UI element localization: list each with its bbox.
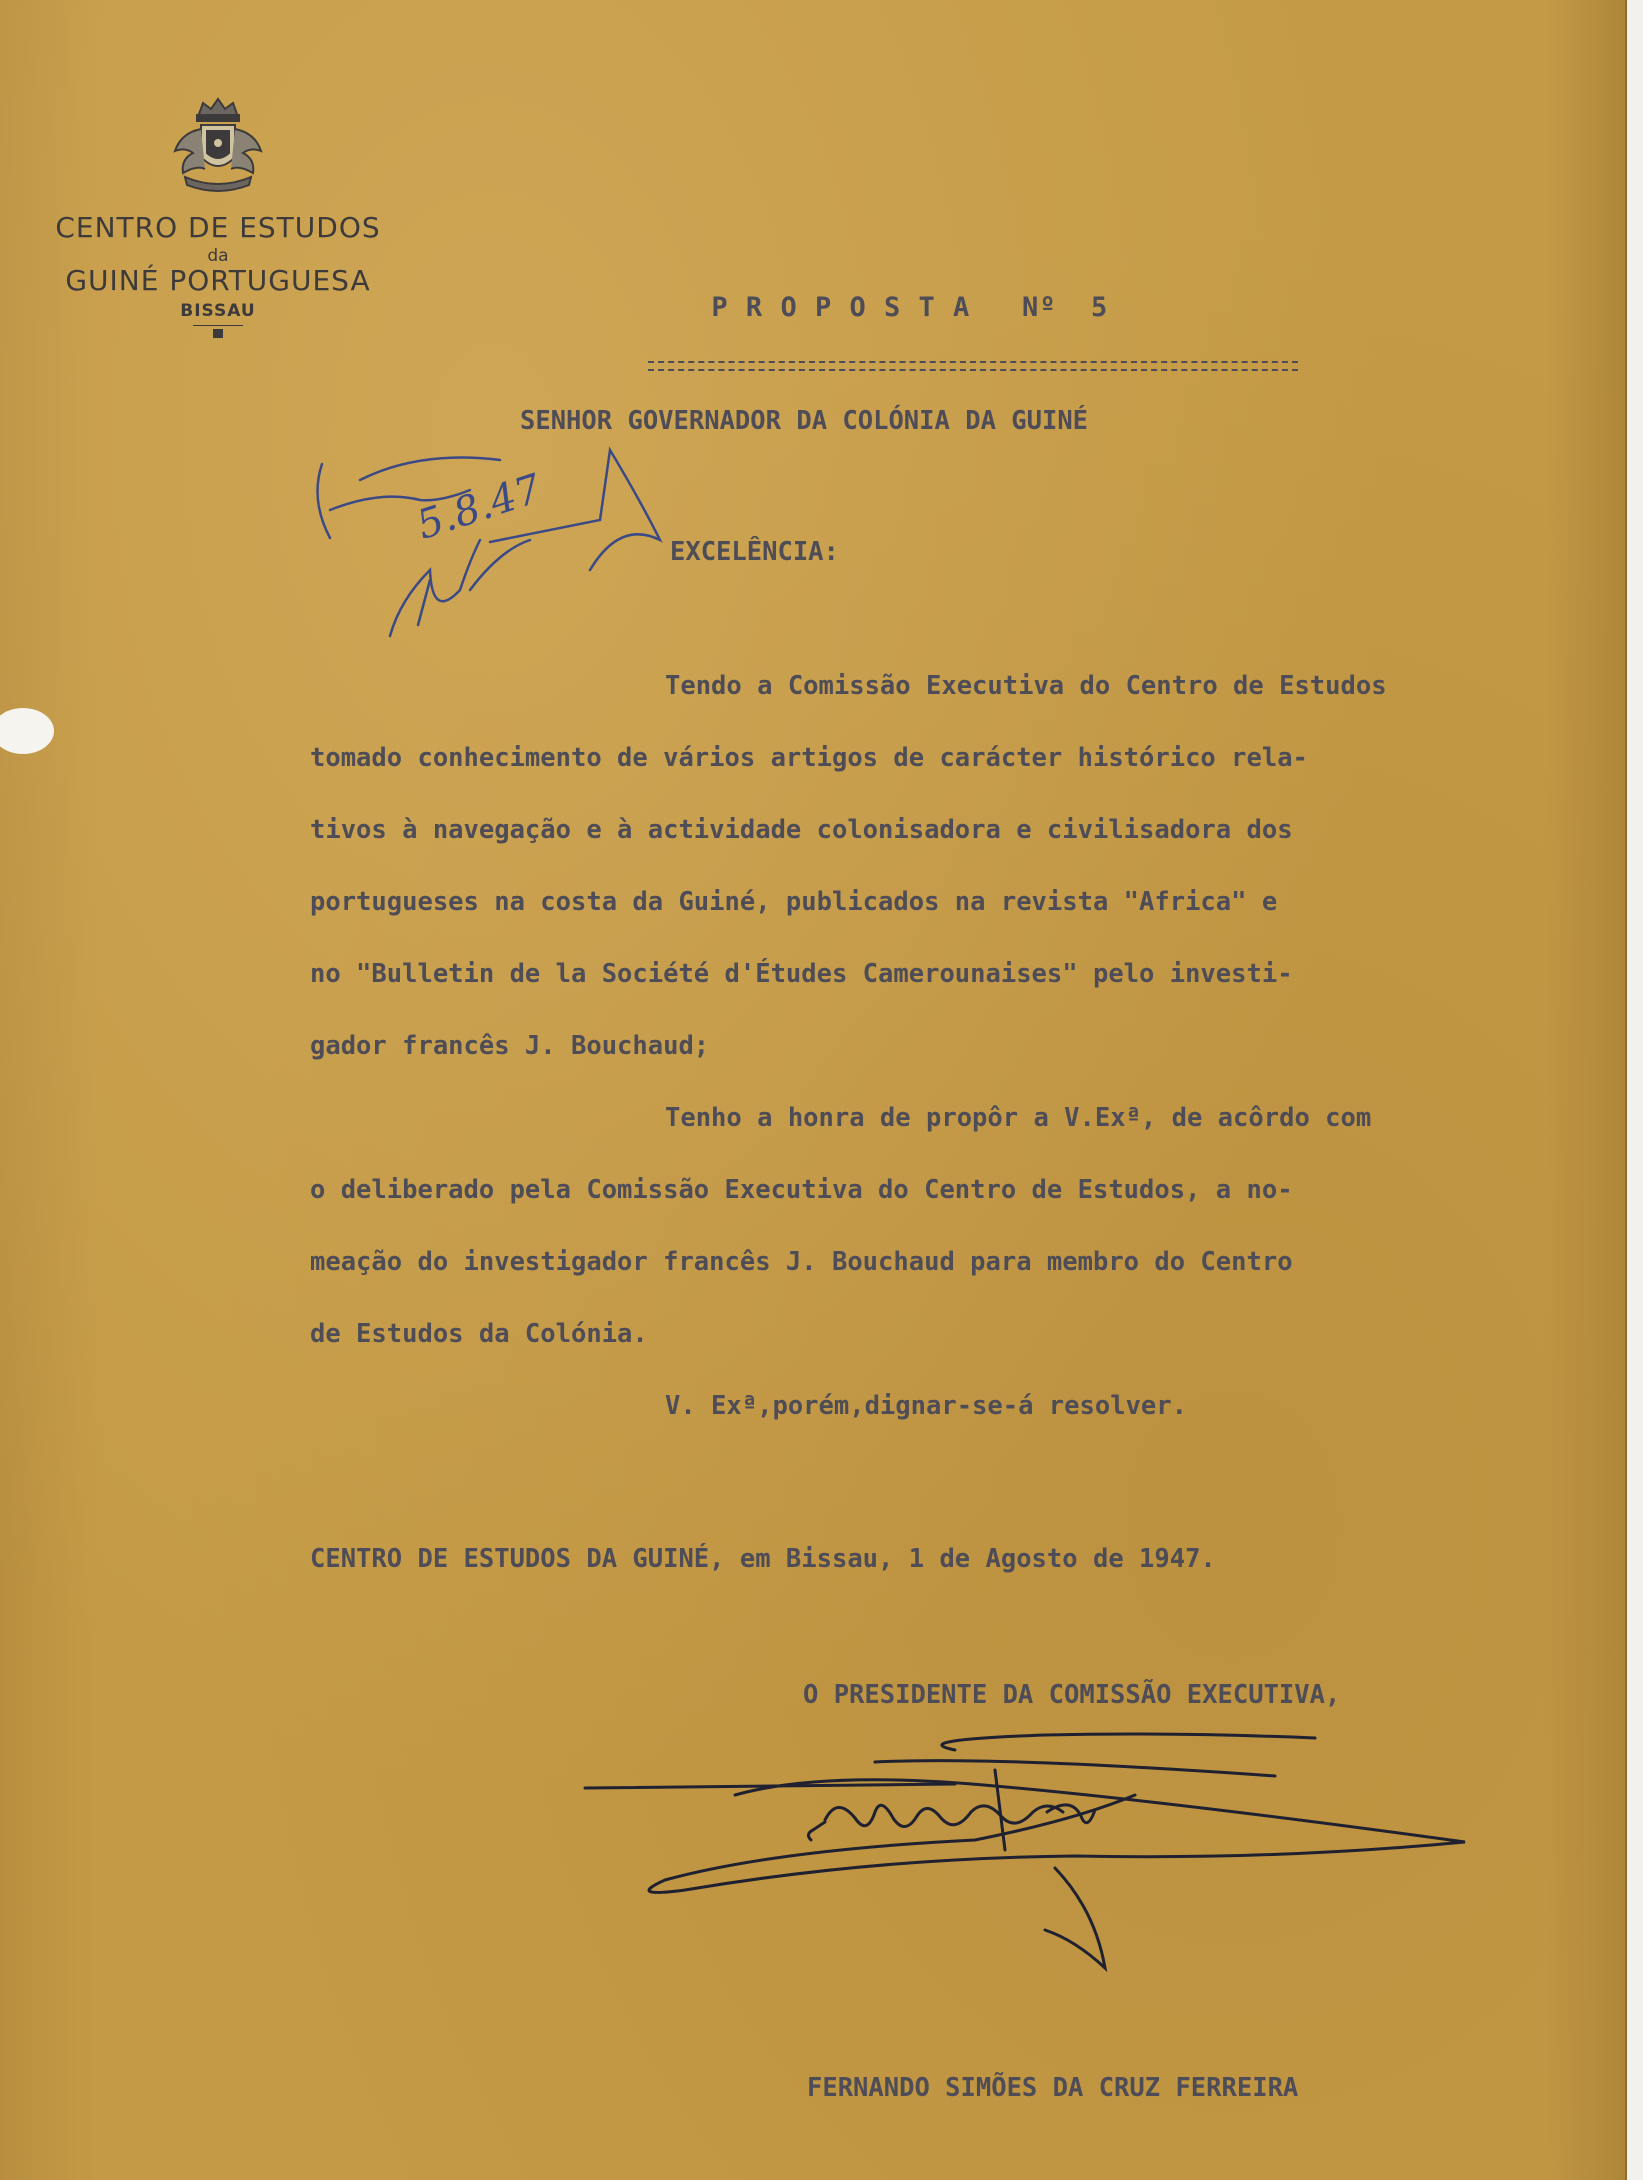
salutation: EXCELÊNCIA: <box>670 537 839 567</box>
letterhead-connector: da <box>207 246 229 266</box>
letterhead-divider <box>193 325 243 326</box>
signatory-title: O PRESIDENTE DA COMISSÃO EXECUTIVA, <box>803 1680 1341 1710</box>
annotation-date: 5.8.47 <box>411 465 547 549</box>
body-line: tivos à navegação e à actividade colonisadora e civilisadora dos <box>310 815 1293 845</box>
body-line: gador francês J. Bouchaud; <box>310 1031 710 1061</box>
body-line: portugueses na costa da Guiné, publicados na revista "Africa" e <box>310 887 1278 917</box>
coat-of-arms-icon <box>163 95 273 195</box>
letterhead <box>28 95 408 338</box>
proposal-title: P R O P O S T A Nº 5 <box>711 292 1109 323</box>
title-double-underline <box>648 361 1298 371</box>
body-line: tomado conhecimento de vários artigos de carácter histórico rela- <box>310 743 1308 773</box>
letter-body <box>310 668 1600 1460</box>
body-line: de Estudos da Colónia. <box>310 1319 648 1349</box>
letterhead-mark <box>213 329 223 338</box>
letterhead-institution-line2: GUINÉ PORTUGUESA <box>65 264 371 297</box>
place-and-date: CENTRO DE ESTUDOS DA GUINÉ, em Bissau, 1 de Agosto de 1947. <box>310 1544 1216 1574</box>
signatory-name: FERNANDO SIMÕES DA CRUZ FERREIRA <box>807 2073 1299 2103</box>
body-line: Tendo a Comissão Executiva do Centro de Estudos <box>665 671 1387 701</box>
punch-hole <box>0 708 54 754</box>
handwritten-signature <box>575 1700 1475 1980</box>
body-line: meação do investigador francês J. Bouchaud para membro do Centro <box>310 1247 1293 1277</box>
letterhead-institution-line1: CENTRO DE ESTUDOS <box>55 211 381 244</box>
page-edge <box>1625 0 1643 2180</box>
addressee: SENHOR GOVERNADOR DA COLÓNIA DA GUINÉ <box>520 406 1089 436</box>
handwritten-annotation <box>300 420 720 720</box>
body-line: o deliberado pela Comissão Executiva do Centro de Estudos, a no- <box>310 1175 1293 1205</box>
closing-line: V. Exª,porém,dignar-se-á resolver. <box>665 1391 1187 1421</box>
body-line: no "Bulletin de la Société d'Études Camerounaises" pelo investi- <box>310 959 1293 989</box>
letterhead-city: BISSAU <box>180 301 256 321</box>
body-line: Tenho a honra de propôr a V.Exª, de acôrdo com <box>665 1103 1372 1133</box>
